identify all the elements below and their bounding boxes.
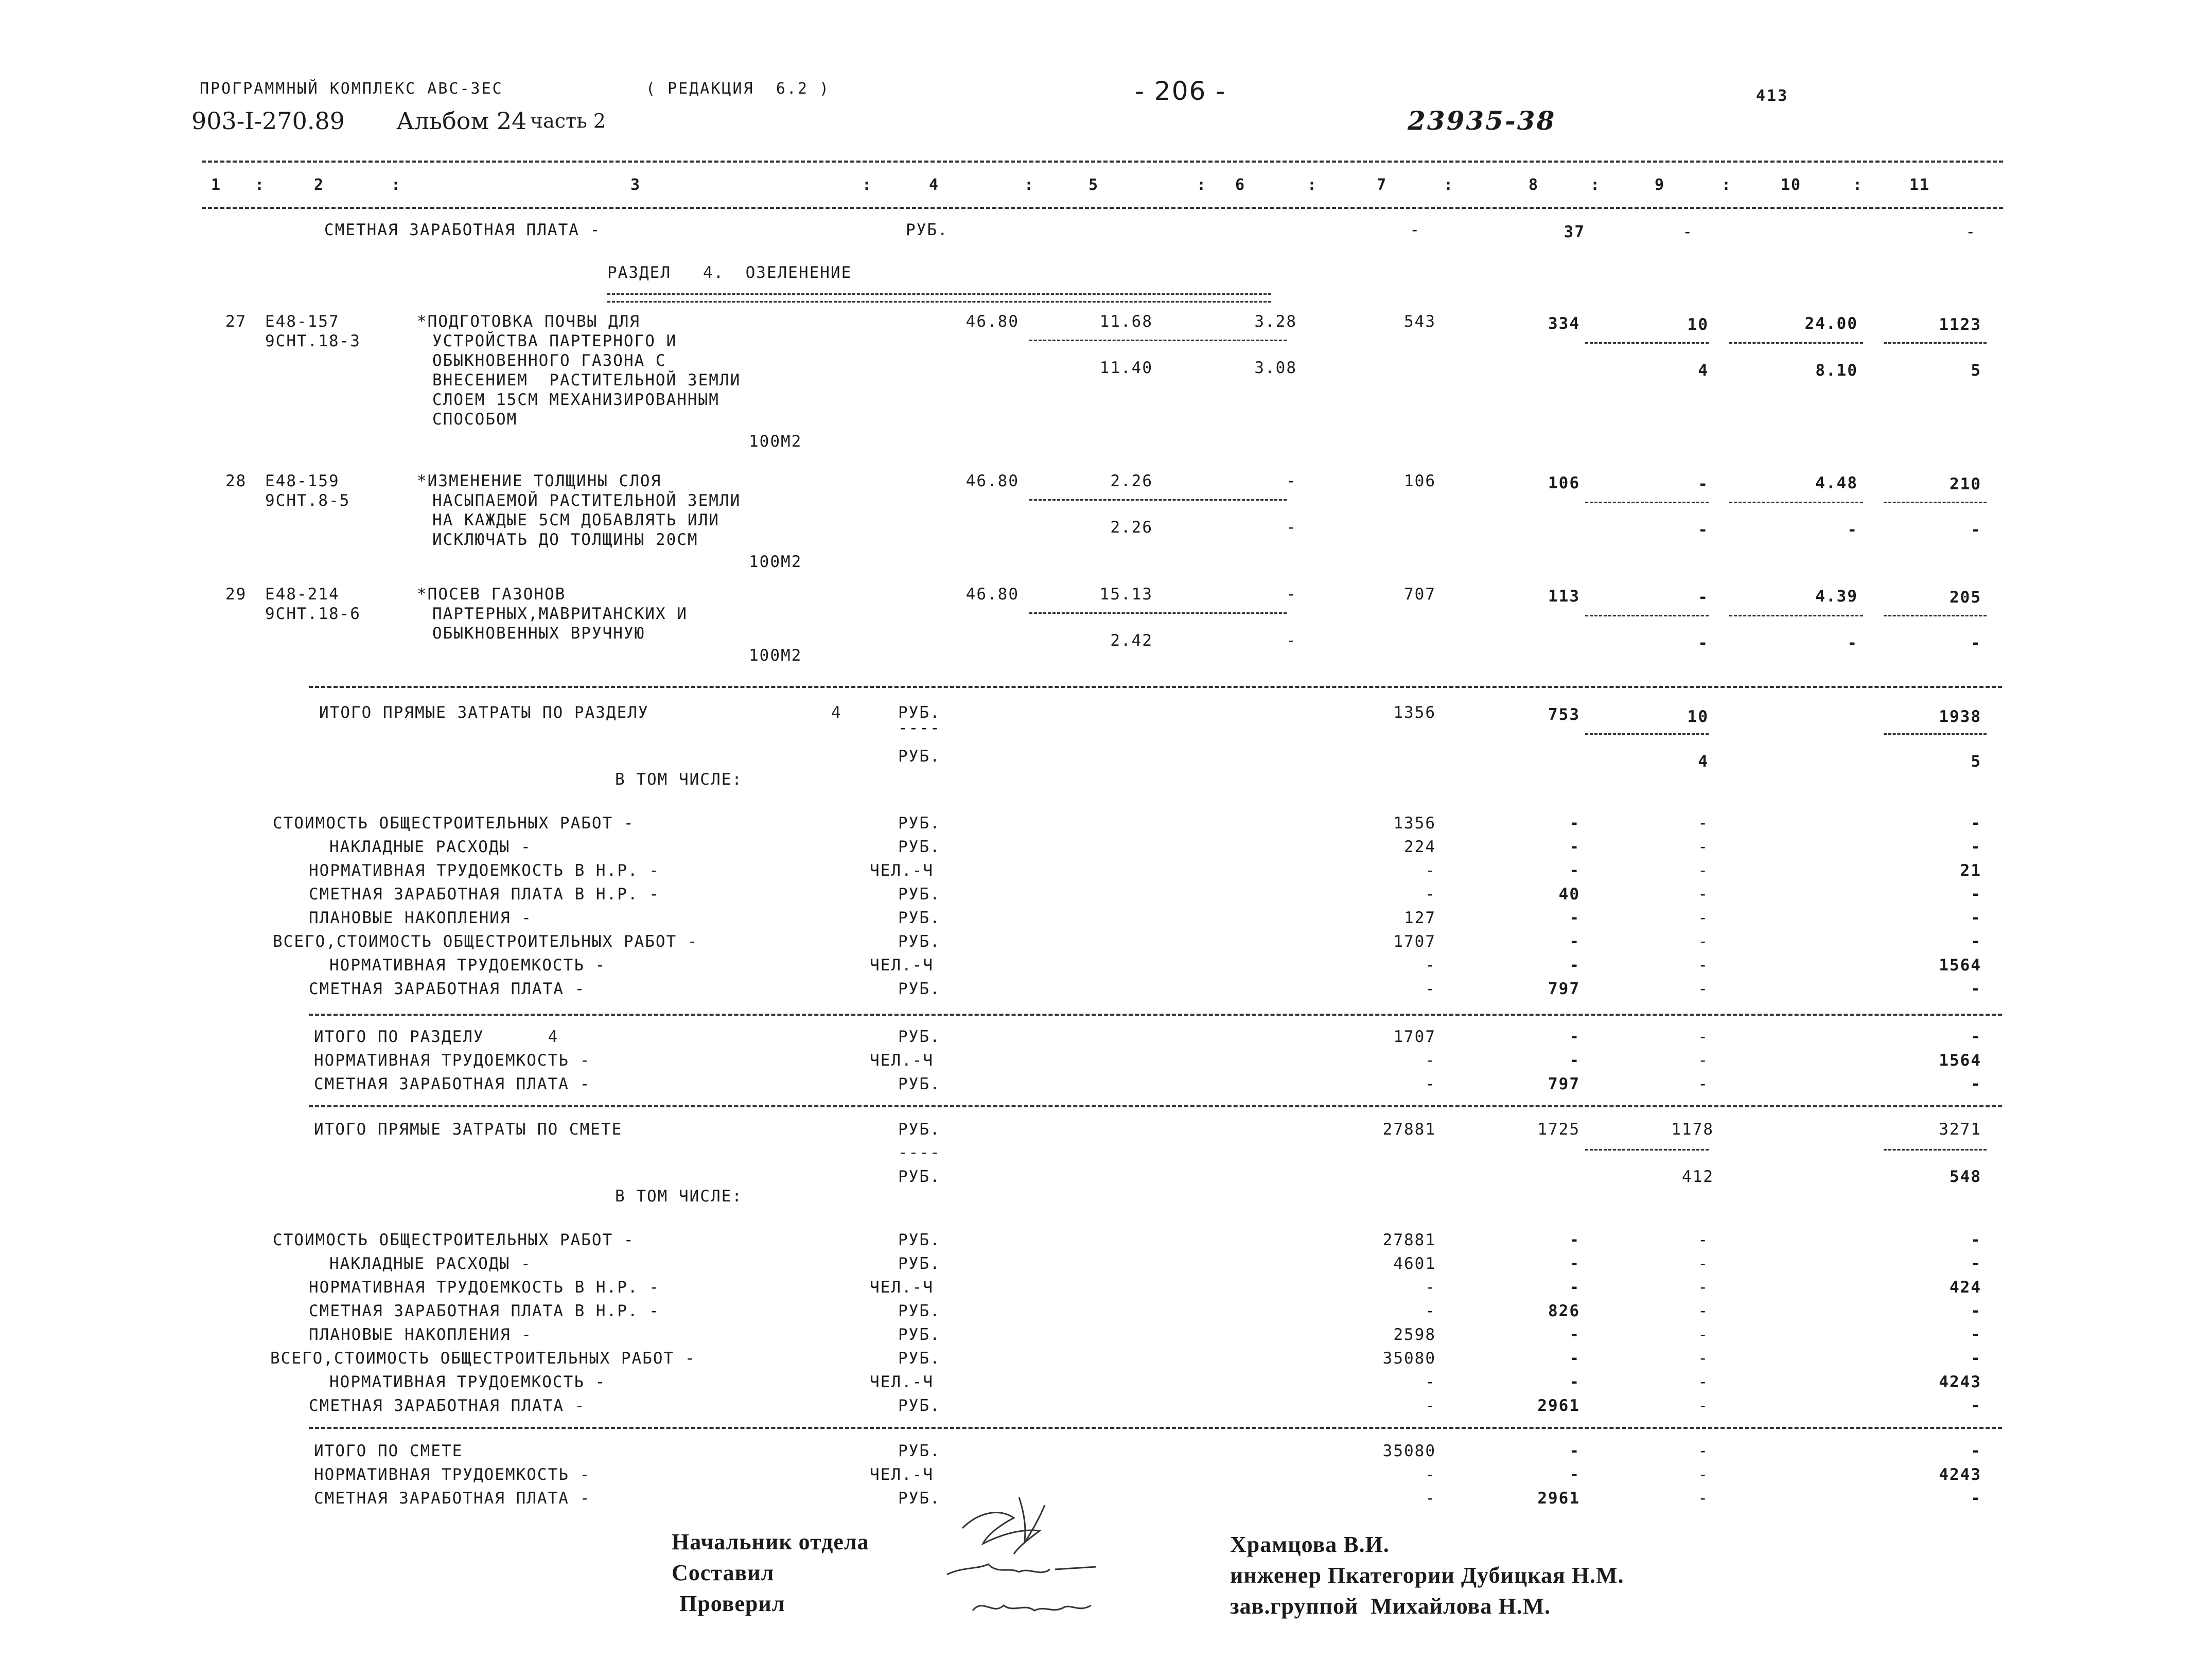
- breakdown-c11: -: [1971, 980, 1981, 998]
- breakdown-unit: РУБ.: [898, 932, 941, 951]
- estimate-total-c9b: 412: [1682, 1168, 1714, 1186]
- breakdown-unit: ЧЕЛ.-Ч: [870, 861, 934, 880]
- column-separator: :: [1307, 176, 1318, 194]
- item-unit: 100М2: [749, 553, 802, 571]
- item-divider-c11: [1884, 615, 1987, 616]
- column-number: 1: [211, 176, 222, 194]
- item-divider-c11: [1884, 502, 1987, 503]
- breakdown-c7: 1707: [1393, 932, 1436, 951]
- breakdown-c11: -: [1971, 909, 1981, 927]
- breakdown-label: ИТОГО ПО СМЕТЕ: [314, 1442, 463, 1460]
- breakdown-label: НОРМАТИВНАЯ ТРУДОЕМКОСТЬ -: [329, 1373, 606, 1391]
- breakdown-c9: -: [1698, 1442, 1709, 1460]
- estimate-total-c7: 27881: [1382, 1120, 1436, 1139]
- breakdown-c9: -: [1698, 932, 1709, 951]
- breakdown-c11: -: [1971, 1396, 1981, 1415]
- breakdown-unit: РУБ.: [898, 1075, 941, 1093]
- breakdown-unit: РУБ.: [898, 838, 941, 856]
- section-total-unit-2: РУБ.: [898, 747, 941, 766]
- estimate-total-incl: В ТОМ ЧИСЛЕ:: [615, 1187, 743, 1206]
- breakdown-c9: -: [1698, 838, 1709, 856]
- breakdown-c8: -: [1569, 932, 1580, 951]
- breakdown-c9: -: [1698, 1278, 1709, 1297]
- item-labor-unit-machines: -: [1847, 521, 1858, 539]
- breakdown-unit: РУБ.: [898, 909, 941, 927]
- breakdown-c9: -: [1698, 1051, 1709, 1070]
- breakdown-label: СМЕТНАЯ ЗАРАБОТНАЯ ПЛАТА -: [314, 1075, 591, 1093]
- estimate-total-c9: 1178: [1671, 1120, 1714, 1139]
- item-labor-total: 1123: [1939, 315, 1981, 334]
- breakdown-label: СМЕТНАЯ ЗАРАБОТНАЯ ПЛАТА -: [314, 1489, 591, 1508]
- signature-name: зав.группой Михайлова Н.М.: [1230, 1594, 1551, 1619]
- breakdown-label: ВСЕГО,СТОИМОСТЬ ОБЩЕСТРОИТЕЛЬНЫХ РАБОТ -: [273, 932, 698, 951]
- item-divider-c9: [1585, 342, 1709, 344]
- top-row-c7: -: [1410, 221, 1420, 239]
- breakdown-c7: -: [1425, 885, 1436, 904]
- breakdown-unit: РУБ.: [898, 1302, 941, 1320]
- breakdown-label: НОРМАТИВНАЯ ТРУДОЕМКОСТЬ -: [314, 1465, 591, 1484]
- breakdown-label: СМЕТНАЯ ЗАРАБОТНАЯ ПЛАТА В Н.Р. -: [309, 1302, 660, 1320]
- column-separator: :: [1197, 176, 1207, 194]
- item-cost-machines-wages: 4: [1698, 361, 1709, 380]
- breakdown-label: ПЛАНОВЫЕ НАКОПЛЕНИЯ -: [309, 909, 532, 927]
- breakdown-c11: -: [1971, 1302, 1981, 1320]
- breakdown-unit: РУБ.: [898, 1442, 941, 1460]
- breakdown-label: НАКЛАДНЫЕ РАСХОДЫ -: [329, 1254, 532, 1273]
- item-unit: 100М2: [749, 432, 802, 451]
- page-number: - 206 -: [1135, 76, 1226, 106]
- section-title: РАЗДЕЛ 4. ОЗЕЛЕНЕНИЕ: [607, 263, 852, 282]
- breakdown-c11: -: [1971, 838, 1981, 856]
- column-number: 2: [314, 176, 325, 194]
- breakdown-c7: -: [1425, 1489, 1436, 1508]
- item-labor-unit-machines: -: [1847, 634, 1858, 652]
- breakdown-label: НОРМАТИВНАЯ ТРУДОЕМКОСТЬ В Н.Р. -: [309, 861, 660, 880]
- breakdown-c7: -: [1425, 980, 1436, 998]
- item-cost-machines-wages: -: [1698, 521, 1709, 539]
- signature-name: Храмцова В.И.: [1230, 1532, 1390, 1557]
- breakdown-c7: 127: [1404, 909, 1436, 927]
- breakdown-c11: -: [1971, 1254, 1981, 1273]
- signature-role: Проверил: [679, 1591, 785, 1616]
- item-description-line: СЛОЕМ 15СМ МЕХАНИЗИРОВАННЫМ: [432, 391, 719, 409]
- breakdown-c11: -: [1971, 885, 1981, 904]
- item-description-line: ПАРТЕРНЫХ,МАВРИТАНСКИХ И: [432, 605, 688, 623]
- breakdown-c11: 4243: [1939, 1465, 1981, 1484]
- breakdown-c9: -: [1698, 956, 1709, 975]
- item-labor-total-machines: -: [1971, 634, 1981, 652]
- item-price-operator-wages: 3.08: [1254, 359, 1297, 377]
- breakdown-c7: -: [1425, 1075, 1436, 1093]
- item-divider-c10: [1729, 342, 1863, 344]
- breakdown-unit: РУБ.: [898, 1028, 941, 1046]
- breakdown-c11: -: [1971, 932, 1981, 951]
- item-price-operator-wages: -: [1286, 518, 1297, 537]
- breakdown-c11: -: [1971, 1231, 1981, 1249]
- program-edition: ( РЕДАКЦИЯ 6.2 ): [646, 80, 831, 98]
- item-divider-c10: [1729, 502, 1863, 503]
- column-number: 10: [1781, 176, 1802, 194]
- part-label: часть 2: [530, 110, 606, 132]
- breakdown-c9: -: [1698, 980, 1709, 998]
- breakdown-c7: -: [1425, 1396, 1436, 1415]
- album-label: Альбом 24: [396, 107, 527, 135]
- breakdown-c8: 797: [1548, 980, 1580, 998]
- breakdown-unit: РУБ.: [898, 814, 941, 833]
- item-description-line: ВНЕСЕНИЕМ РАСТИТЕЛЬНОЙ ЗЕМЛИ: [432, 371, 741, 390]
- estimate-grand-rule: [309, 1427, 2002, 1429]
- item-code: Е48-157: [265, 312, 340, 331]
- breakdown-c7: 27881: [1382, 1231, 1436, 1249]
- item-number: 28: [225, 472, 247, 490]
- breakdown-label: СТОИМОСТЬ ОБЩЕСТРОИТЕЛЬНЫХ РАБОТ -: [273, 1231, 635, 1249]
- top-row-c8: 37: [1564, 223, 1585, 241]
- breakdown-c7: 35080: [1382, 1349, 1436, 1368]
- section-total-incl: В ТОМ ЧИСЛЕ:: [615, 770, 743, 789]
- item-price-machines: -: [1286, 472, 1297, 490]
- item-number: 27: [225, 312, 247, 331]
- item-labor-unit: 24.00: [1804, 314, 1858, 333]
- item-labor-unit: 4.39: [1815, 587, 1858, 606]
- program-name: ПРОГРАММНЫЙ КОМПЛЕКС АВС-ЗЕС: [200, 80, 503, 98]
- breakdown-unit: РУБ.: [898, 885, 941, 904]
- top-row-c11: -: [1965, 223, 1976, 241]
- item-divider-c11: [1884, 342, 1987, 344]
- item-description-line: ИСКЛЮЧАТЬ ДО ТОЛЩИНЫ 20СМ: [432, 530, 698, 549]
- breakdown-c11: 21: [1960, 861, 1981, 880]
- breakdown-label: НОРМАТИВНАЯ ТРУДОЕМКОСТЬ -: [314, 1051, 591, 1070]
- breakdown-unit: РУБ.: [898, 980, 941, 998]
- item-cost-wages: 106: [1548, 474, 1580, 492]
- breakdown-label: СМЕТНАЯ ЗАРАБОТНАЯ ПЛАТА В Н.Р. -: [309, 885, 660, 904]
- breakdown-c9: -: [1698, 1465, 1709, 1484]
- item-price-wages: 2.42: [1110, 631, 1153, 650]
- item-description-line: ОБЫКНОВЕННОГО ГАЗОНА С: [432, 351, 666, 370]
- breakdown-unit: РУБ.: [898, 1489, 941, 1508]
- section-total-unit: РУБ.: [898, 703, 941, 722]
- item-labor-total-machines: 5: [1971, 361, 1981, 380]
- breakdown-unit: ЧЕЛ.-Ч: [870, 1465, 934, 1484]
- item-price-total: 15.13: [1099, 585, 1153, 604]
- breakdown-c9: -: [1698, 861, 1709, 880]
- breakdown-c7: -: [1425, 1465, 1436, 1484]
- item-description-line: НАСЫПАЕМОЙ РАСТИТЕЛЬНОЙ ЗЕМЛИ: [432, 491, 741, 510]
- item-cost-machines: 10: [1687, 315, 1709, 334]
- breakdown-c7: -: [1425, 956, 1436, 975]
- breakdown-c7: -: [1425, 1051, 1436, 1070]
- breakdown-c8: -: [1569, 1051, 1580, 1070]
- breakdown-label: СТОИМОСТЬ ОБЩЕСТРОИТЕЛЬНЫХ РАБОТ -: [273, 814, 635, 833]
- column-separator: :: [391, 176, 402, 194]
- breakdown-c11: -: [1971, 1075, 1981, 1093]
- item-divider-c9: [1585, 502, 1709, 503]
- breakdown-c8: 2961: [1537, 1489, 1580, 1508]
- breakdown-c11: -: [1971, 1349, 1981, 1368]
- breakdown-c8: -: [1569, 1028, 1580, 1046]
- breakdown-c7: -: [1425, 861, 1436, 880]
- breakdown-unit: РУБ.: [898, 1396, 941, 1415]
- column-number: 4: [929, 176, 940, 194]
- item-cost-wages: 113: [1548, 587, 1580, 606]
- breakdown-label: СМЕТНАЯ ЗАРАБОТНАЯ ПЛАТА -: [309, 1396, 586, 1415]
- item-description-line: *ПОСЕВ ГАЗОНОВ: [417, 585, 566, 604]
- estimate-total-unit-2: РУБ.: [898, 1168, 941, 1186]
- breakdown-c7: 4601: [1393, 1254, 1436, 1273]
- item-unit: 100М2: [749, 646, 802, 665]
- column-number: 7: [1377, 176, 1388, 194]
- breakdown-c8: 2961: [1537, 1396, 1580, 1415]
- item-cost-machines: -: [1698, 475, 1709, 493]
- breakdown-unit: ЧЕЛ.-Ч: [870, 1373, 934, 1391]
- breakdown-c9: -: [1698, 1396, 1709, 1415]
- document-code: 23935-38: [1408, 105, 1556, 136]
- breakdown-c8: -: [1569, 956, 1580, 975]
- breakdown-c9: -: [1698, 1231, 1709, 1249]
- breakdown-unit: РУБ.: [898, 1325, 941, 1344]
- item-price-divider: [1029, 612, 1287, 614]
- section-total-c7: 1356: [1393, 703, 1436, 722]
- item-description-line: НА КАЖДЫЕ 5СМ ДОБАВЛЯТЬ ИЛИ: [432, 511, 719, 529]
- item-price-machines: 3.28: [1254, 312, 1297, 331]
- item-price-total: 2.26: [1110, 472, 1153, 490]
- item-labor-total-machines: -: [1971, 521, 1981, 539]
- breakdown-c8: -: [1569, 1349, 1580, 1368]
- breakdown-unit: РУБ.: [898, 1254, 941, 1273]
- breakdown-c9: -: [1698, 1349, 1709, 1368]
- item-quantity: 46.80: [965, 312, 1019, 331]
- breakdown-c11: 1564: [1939, 1051, 1981, 1070]
- item-cost-total: 707: [1404, 585, 1436, 604]
- item-norm-code: 9СНТ.18-6: [265, 605, 361, 623]
- project-number: 903-I-270.89: [191, 107, 345, 135]
- item-labor-unit: 4.48: [1815, 474, 1858, 492]
- item-description-line: СПОСОБОМ: [432, 410, 518, 429]
- breakdown-c11: -: [1971, 1489, 1981, 1508]
- column-number: 5: [1088, 176, 1099, 194]
- top-row-unit: РУБ.: [906, 221, 949, 239]
- column-header-rule: [202, 207, 2003, 209]
- breakdown-c9: -: [1698, 885, 1709, 904]
- column-separator: :: [255, 176, 266, 194]
- breakdown-c11: 1564: [1939, 956, 1981, 975]
- item-labor-unit-machines: 8.10: [1815, 361, 1858, 380]
- breakdown-c8: -: [1569, 1442, 1580, 1460]
- item-code: Е48-159: [265, 472, 340, 490]
- section-total-c8: 753: [1548, 705, 1580, 724]
- breakdown-c9: -: [1698, 1028, 1709, 1046]
- column-separator: :: [1722, 176, 1732, 194]
- column-separator: :: [1853, 176, 1864, 194]
- column-separator: :: [1444, 176, 1454, 194]
- section-total-number: 4: [831, 703, 842, 722]
- breakdown-label: НОРМАТИВНАЯ ТРУДОЕМКОСТЬ -: [329, 956, 606, 975]
- top-row-label: СМЕТНАЯ ЗАРАБОТНАЯ ПЛАТА -: [324, 221, 601, 239]
- item-price-wages: 2.26: [1110, 518, 1153, 537]
- breakdown-c8: -: [1569, 1465, 1580, 1484]
- breakdown-c7: 1356: [1393, 814, 1436, 833]
- breakdown-c8: 40: [1558, 885, 1580, 904]
- breakdown-c8: -: [1569, 1373, 1580, 1391]
- item-divider-c9: [1585, 615, 1709, 616]
- signature-role: Начальник отдела: [672, 1529, 869, 1554]
- item-cost-machines-wages: -: [1698, 634, 1709, 652]
- breakdown-c9: -: [1698, 909, 1709, 927]
- breakdown-unit: ЧЕЛ.-Ч: [870, 956, 934, 975]
- breakdown-c8: 826: [1548, 1302, 1580, 1320]
- column-separator: :: [862, 176, 873, 194]
- breakdown-label: НАКЛАДНЫЕ РАСХОДЫ -: [329, 838, 532, 856]
- breakdown-c7: 224: [1404, 838, 1436, 856]
- item-description-line: *ИЗМЕНЕНИЕ ТОЛЩИНЫ СЛОЯ: [417, 472, 662, 490]
- breakdown-c8: -: [1569, 1325, 1580, 1344]
- item-number: 29: [225, 585, 247, 604]
- estimate-total-unit: РУБ.: [898, 1120, 941, 1139]
- breakdown-label: ВСЕГО,СТОИМОСТЬ ОБЩЕСТРОИТЕЛЬНЫХ РАБОТ -: [270, 1349, 696, 1368]
- breakdown-c9: -: [1698, 1302, 1709, 1320]
- breakdown-c11: 424: [1950, 1278, 1981, 1297]
- item-cost-machines: -: [1698, 588, 1709, 607]
- breakdown-c9: -: [1698, 814, 1709, 833]
- estimate-total-label: ИТОГО ПРЯМЫЕ ЗАТРАТЫ ПО СМЕТЕ: [314, 1120, 623, 1139]
- breakdown-c7: 2598: [1393, 1325, 1436, 1344]
- column-number: 6: [1235, 176, 1246, 194]
- item-description-line: УСТРОЙСТВА ПАРТЕРНОГО И: [432, 332, 677, 350]
- breakdown-c8: -: [1569, 1231, 1580, 1249]
- column-separator: :: [1590, 176, 1601, 194]
- breakdown-c11: -: [1971, 1325, 1981, 1344]
- section-total-c9b: 4: [1698, 752, 1709, 771]
- section-total-label: ИТОГО ПРЯМЫЕ ЗАТРАТЫ ПО РАЗДЕЛУ: [319, 703, 649, 722]
- item-quantity: 46.80: [965, 585, 1019, 604]
- breakdown-c7: 35080: [1382, 1442, 1436, 1460]
- item-cost-total: 106: [1404, 472, 1436, 490]
- column-number: 3: [630, 176, 641, 194]
- item-quantity: 46.80: [965, 472, 1019, 490]
- item-price-divider: [1029, 499, 1287, 501]
- item-price-divider: [1029, 340, 1287, 341]
- item-divider-c10: [1729, 615, 1863, 616]
- section-title-underline: [607, 293, 1271, 303]
- breakdown-c11: -: [1971, 814, 1981, 833]
- breakdown-c7: -: [1425, 1278, 1436, 1297]
- breakdown-label: НОРМАТИВНАЯ ТРУДОЕМКОСТЬ В Н.Р. -: [309, 1278, 660, 1297]
- table-top-rule: [202, 161, 2003, 163]
- breakdown-c7: 1707: [1393, 1028, 1436, 1046]
- column-separator: :: [1024, 176, 1035, 194]
- breakdown-c9: -: [1698, 1254, 1709, 1273]
- top-row-c9: -: [1682, 223, 1693, 241]
- breakdown-c8: -: [1569, 1278, 1580, 1297]
- breakdown-c8: 797: [1548, 1075, 1580, 1093]
- item-code: Е48-214: [265, 585, 340, 604]
- breakdown-c9: -: [1698, 1075, 1709, 1093]
- breakdown-label: СМЕТНАЯ ЗАРАБОТНАЯ ПЛАТА -: [309, 980, 586, 998]
- breakdown-c9: -: [1698, 1489, 1709, 1508]
- estimate-total-rule: [309, 1105, 2002, 1107]
- breakdown-unit: РУБ.: [898, 1349, 941, 1368]
- item-cost-total: 543: [1404, 312, 1436, 331]
- signature-role: Составил: [672, 1560, 775, 1585]
- breakdown-c8: -: [1569, 909, 1580, 927]
- breakdown-c11: -: [1971, 1028, 1981, 1046]
- section-grand-rule: [309, 1014, 2002, 1016]
- breakdown-c8: -: [1569, 1254, 1580, 1273]
- item-description-line: *ПОДГОТОВКА ПОЧВЫ ДЛЯ: [417, 312, 640, 331]
- breakdown-label: ПЛАНОВЫЕ НАКОПЛЕНИЯ -: [309, 1325, 532, 1344]
- estimate-total-c11b: 548: [1950, 1168, 1981, 1186]
- signature-name: инженер Пкатегории Дубицкая Н.М.: [1230, 1563, 1624, 1588]
- breakdown-c9: -: [1698, 1373, 1709, 1391]
- column-number: 8: [1529, 176, 1539, 194]
- section-total-c11: 1938: [1939, 708, 1981, 726]
- item-description-line: ОБЫКНОВЕННЫХ ВРУЧНУЮ: [432, 624, 645, 643]
- estimate-total-c8: 1725: [1537, 1120, 1580, 1139]
- column-number: 9: [1655, 176, 1665, 194]
- breakdown-label: ИТОГО ПО РАЗДЕЛУ 4: [314, 1028, 559, 1046]
- handwritten-signatures: [942, 1482, 1127, 1636]
- section-total-c11b: 5: [1971, 752, 1981, 771]
- item-norm-code: 9СНТ.18-3: [265, 332, 361, 350]
- breakdown-c8: -: [1569, 814, 1580, 833]
- breakdown-unit: ЧЕЛ.-Ч: [870, 1278, 934, 1297]
- item-price-operator-wages: -: [1286, 631, 1297, 650]
- item-norm-code: 9СНТ.8-5: [265, 491, 350, 510]
- breakdown-unit: РУБ.: [898, 1231, 941, 1249]
- item-price-wages: 11.40: [1099, 359, 1153, 377]
- breakdown-c8: -: [1569, 838, 1580, 856]
- breakdown-c9: -: [1698, 1325, 1709, 1344]
- item-price-total: 11.68: [1099, 312, 1153, 331]
- item-price-machines: -: [1286, 585, 1297, 604]
- section-total-c9: 10: [1687, 708, 1709, 726]
- item-labor-total: 205: [1950, 588, 1981, 607]
- breakdown-unit: ЧЕЛ.-Ч: [870, 1051, 934, 1070]
- estimate-total-c11: 3271: [1939, 1120, 1981, 1139]
- breakdown-c11: 4243: [1939, 1373, 1981, 1391]
- breakdown-c7: -: [1425, 1373, 1436, 1391]
- sheet-number: 413: [1756, 87, 1789, 105]
- breakdown-c8: -: [1569, 861, 1580, 880]
- section-total-rule: [309, 686, 2002, 688]
- breakdown-c7: -: [1425, 1302, 1436, 1320]
- item-cost-wages: 334: [1548, 314, 1580, 333]
- column-number: 11: [1909, 176, 1930, 194]
- breakdown-c11: -: [1971, 1442, 1981, 1460]
- item-labor-total: 210: [1950, 475, 1981, 493]
